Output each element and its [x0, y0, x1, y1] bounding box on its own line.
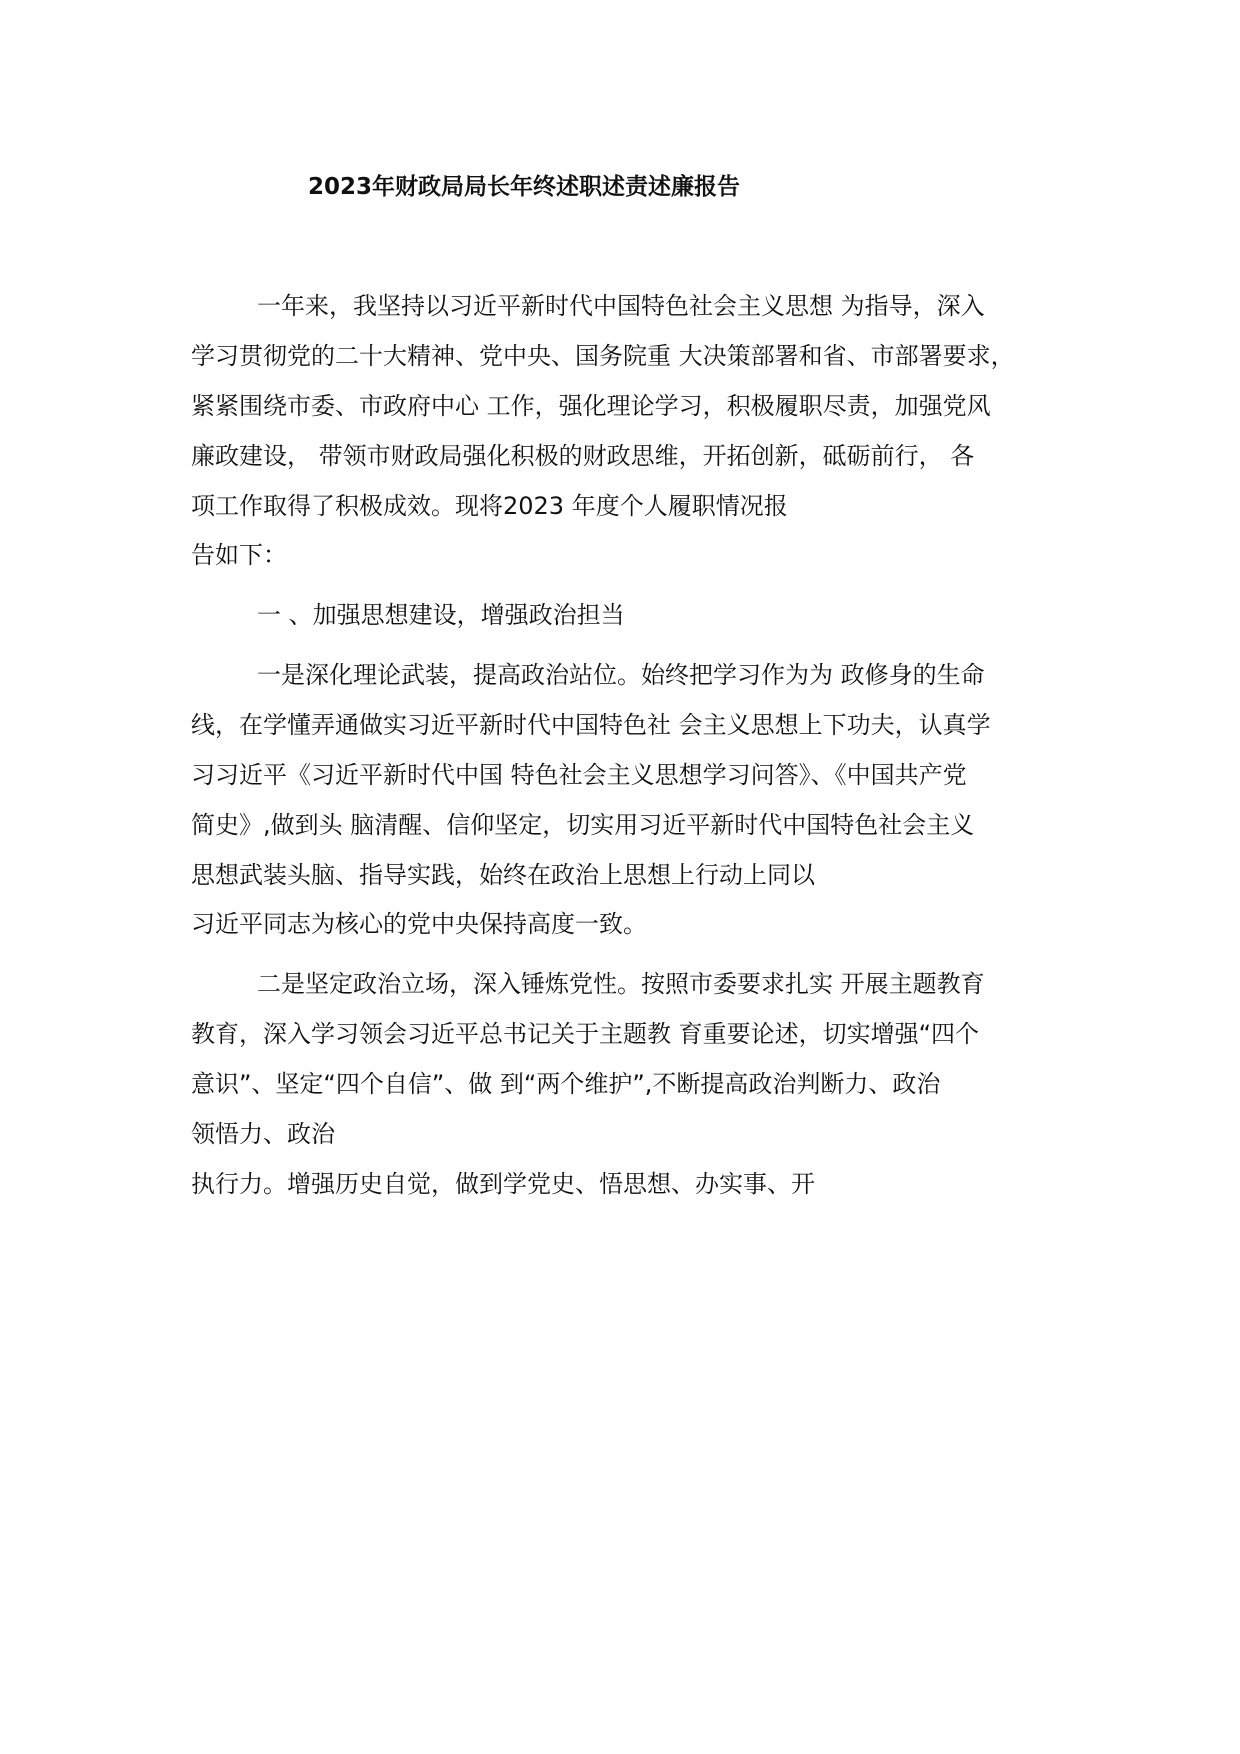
section-heading: 一 、加强思想建设，增强政治担当: [257, 601, 625, 629]
paragraph-line: 习习近平《习近平新时代中国 特色社会主义思想学习问答》、《中国共产党: [191, 761, 967, 789]
paragraph-line: 意识”、坚定“四个自信”、做 到“两个维护”,不断提高政治判断力、政治: [191, 1070, 941, 1098]
paragraph-line: 廉政建设， 带领市财政局强化积极的财政思维，开拓创新，砥砺前行， 各: [191, 442, 975, 470]
paragraph-line: 二是坚定政治立场，深入锤炼党性。按照市委要求扎实 开展主题教育: [257, 970, 985, 998]
paragraph-line: 一年来，我坚持以习近平新时代中国特色社会主义思想 为指导，深入: [257, 292, 985, 320]
paragraph-line: 思想武装头脑、指导实践，始终在政治上思想上行动上同以: [191, 861, 815, 889]
paragraph-line: 线，在学懂弄通做实习近平新时代中国特色社 会主义思想上下功夫，认真学: [191, 711, 991, 739]
paragraph-line: 习近平同志为核心的党中央保持高度一致。: [191, 910, 647, 938]
paragraph-line: 紧紧围绕市委、市政府中心 工作，强化理论学习，积极履职尽责，加强党风: [191, 392, 991, 420]
paragraph-line: 执行力。增强历史自觉，做到学党史、悟思想、办实事、开: [191, 1170, 815, 1198]
paragraph-line: 一是深化理论武装，提高政治站位。始终把学习作为为 政修身的生命: [257, 661, 985, 689]
paragraph-line: 告如下：: [191, 541, 287, 569]
paragraph-line: 项工作取得了积极成效。现将2023 年度个人履职情况报: [191, 492, 788, 520]
paragraph-line: 学习贯彻党的二十大精神、党中央、国务院重 大决策部署和省、市部署要求，: [191, 342, 1015, 370]
paragraph-line: 简史》,做到头 脑清醒、信仰坚定，切实用习近平新时代中国特色社会主义: [191, 811, 975, 839]
paragraph-line: 领悟力、政治: [191, 1120, 335, 1148]
document-title: 2023年财政局局长年终述职述责述廉报告: [308, 174, 741, 200]
paragraph-line: 教育，深入学习领会习近平总书记关于主题教 育重要论述，切实增强“四个: [191, 1020, 980, 1048]
